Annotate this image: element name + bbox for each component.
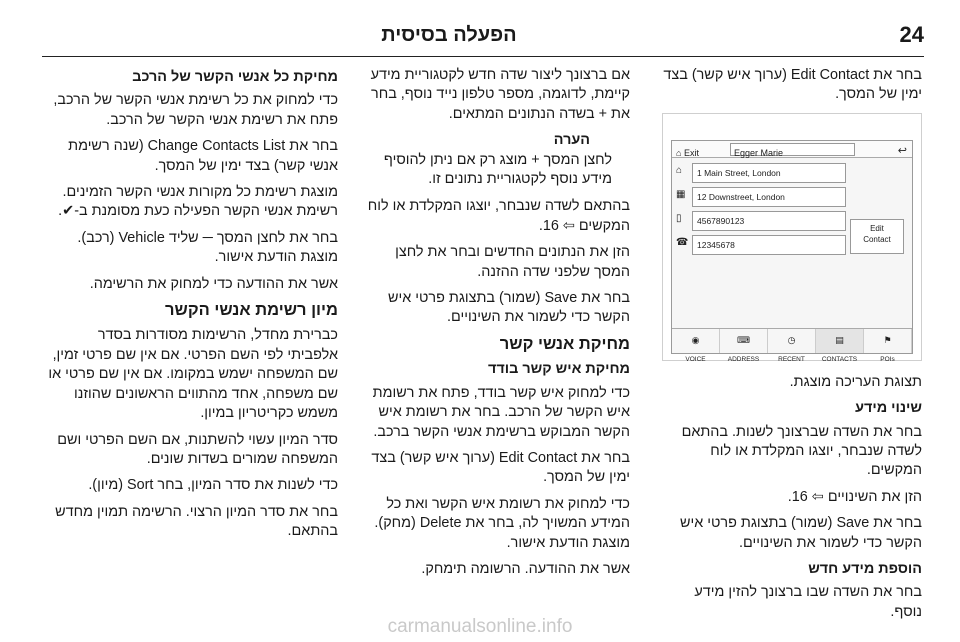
heading-delete-contacts: מחיקת אנשי קשר	[499, 334, 630, 353]
paragraph: בחר את Save (שמור) בתצוגת פרטי איש הקשר כדי לשמור את השינויים.	[388, 290, 630, 326]
home-icon: ⌂	[676, 164, 683, 176]
paragraph: הזן את השינויים ⇦ 16.	[787, 488, 922, 505]
subheading-delete-single: מחיקת איש קשר בודד	[488, 361, 630, 378]
paragraph: בחר את השדה שברצונך לשנות. בהתאם לשדה שנבחר, יוצגו המקלדת או לוח המקשים.	[681, 423, 922, 479]
office-icon: ▦	[676, 188, 686, 200]
contact-row[interactable]: 1 Main Street, London	[692, 163, 846, 183]
paragraph: תצוגת העריכה מוצגת.	[789, 373, 922, 390]
paragraph: בחר את סדר המיון הרצוי. הרשימה תמוין מחדש בהתאם.	[55, 503, 338, 540]
paragraph: אשר את ההודעה. הרשומה תימחק.	[421, 560, 630, 577]
paragraph: בהתאם לשדה שנבחר, יוצגו המקלדת או לוח המקשים ⇦ 16.	[367, 198, 630, 234]
contact-row[interactable]: 12345678	[692, 235, 846, 255]
tab-pois[interactable]: ⚑ POIs	[864, 329, 912, 353]
paragraph: מוצגת רשימת כל מקורות אנשי הקשר הזמינים. רשימת אנשי הקשר הפעילה כעת מסומנת ב-✔.	[58, 184, 338, 220]
paragraph: אם ברצונך ליצור שדה חדש לקטגוריית מידע קיימת, לדוגמה, מספר טלפון נייד נוסף, בחר את + בשדה הנתונים המתאים.	[370, 67, 630, 122]
paragraph: בחר את Edit Contact (ערוך איש קשר) בצד ימין של המסך.	[371, 449, 630, 486]
exit-button[interactable]: ⌂ Exit	[676, 147, 699, 158]
heading-sort-contacts: מיון רשימת אנשי הקשר	[165, 301, 338, 320]
page-number: 24	[899, 22, 924, 47]
note-title: הערה	[553, 132, 590, 149]
tab-contacts[interactable]: ▤ CONTACTS	[816, 329, 864, 353]
microphone-icon: ◉	[691, 334, 700, 345]
poi-icon: ⚑	[883, 334, 892, 345]
header-rule	[42, 56, 924, 57]
paragraph: כדי לשנות את סדר המיון, בחר Sort (מיון).	[88, 477, 338, 494]
page-title: הפעלה בסיסית	[381, 24, 517, 46]
paragraph: כדי למחוק את כל רשימת אנשי הקשר של הרכב, פתח את רשימת אנשי הקשר של הרכב.	[53, 92, 338, 128]
paragraph: בחר את לחצן המסך ─ שליד Vehicle (רכב). מוצגת הודעת אישור.	[77, 229, 338, 266]
paragraph: אשר את ההודעה כדי למחוק את הרשימה.	[89, 275, 338, 292]
page-header	[44, 22, 924, 56]
paragraph: בחר את Change Contacts List (שנה רשימת אנשי קשר) בצד ימין של המסך.	[68, 138, 338, 174]
edit-contact-button[interactable]: Edit Contact	[850, 219, 904, 254]
paragraph: כברירת מחדל, הרשימות מסודרות בסדר אלפביתי לפי השם הפרטי. אם אין שם פרטי זמין, שם המשפחה ישמש במקומו. אם אין שם פרטי או שם משפחה, אחד מהתווים הראשונים שהוזנו משמש כקריטריון במיון.	[48, 327, 338, 422]
contact-row[interactable]: 4567890123	[692, 211, 846, 231]
paragraph: כדי למחוק את רשומת איש הקשר ואת כל המידע המשויך לה, בחר את Delete (מחק). מוצגת הודעת אישור.	[374, 495, 630, 551]
subheading-delete-all: מחיקת כל אנשי הקשר של הרכב	[132, 69, 338, 85]
phone-icon: ☎	[676, 236, 689, 248]
subheading-add-info: הוספת מידע חדש	[808, 561, 922, 578]
mobile-phone-icon: ▯	[676, 212, 682, 224]
column-middle	[358, 66, 630, 586]
paragraph: בחר את Edit Contact (ערוך איש קשר) בצד ימין של המסך.	[663, 67, 922, 103]
tab-voice[interactable]: ◉ VOICE	[672, 329, 720, 353]
infotainment-screenshot	[662, 113, 922, 364]
paragraph: כדי למחוק איש קשר בודד, פתח את רשומת איש הקשר של הרכב. בחר את רשומת איש הקשר המבוקש ברשימת אנשי הקשר ברכב.	[372, 384, 630, 440]
column-left	[44, 66, 338, 549]
subheading-change-info: שינוי מידע	[855, 400, 922, 417]
column-right	[660, 66, 922, 629]
keyboard-icon: ⌨	[737, 334, 750, 345]
back-arrow-icon[interactable]: ↩	[897, 144, 907, 157]
contact-name-field[interactable]: Egger Marie	[730, 143, 855, 156]
clock-icon: ◷	[787, 334, 796, 345]
tab-address[interactable]: ⌨ ADDRESS	[720, 329, 768, 353]
screen-topbar	[672, 141, 912, 158]
contact-edit-screen	[671, 140, 913, 364]
paragraph: בחר את Save (שמור) בתצוגת פרטי איש הקשר כדי לשמור את השינויים.	[680, 515, 922, 551]
paragraph: בחר את השדה שבו ברצונך להזין מידע נוסף.	[694, 584, 922, 620]
note-text: לחצן המסך + מוצג רק אם ניתן להוסיף מידע נוסף לקטגוריית נתונים זו.	[383, 151, 612, 188]
paragraph: הזן את הנתונים החדשים ובחר את לחצן המסך שלפני שדה ההזנה.	[395, 244, 630, 280]
paragraph: סדר המיון עשוי להשתנות, אם השם הפרטי ושם המשפחה שמורים בשדות שונים.	[57, 431, 338, 467]
contacts-icon: ▤	[835, 334, 844, 345]
tab-recent[interactable]: ◷ RECENT	[768, 329, 816, 353]
contact-row[interactable]: 12 Downstreet, London	[692, 187, 846, 207]
bottom-tab-bar	[672, 328, 912, 364]
watermark: carmanualsonline.info	[387, 616, 573, 637]
